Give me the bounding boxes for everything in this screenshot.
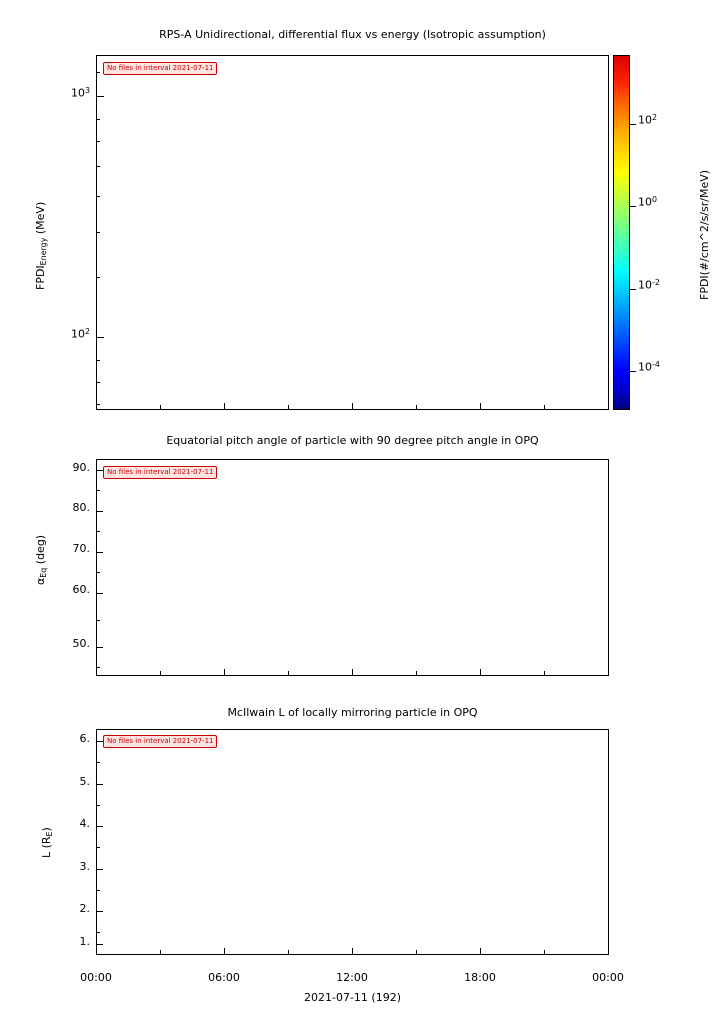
panel-2-ytick-minor: [96, 490, 100, 491]
colorbar-gradient: [613, 55, 630, 410]
panel-1-ytick-1000-exponent: 3: [84, 86, 90, 95]
panel-3-xtick-mark: [288, 950, 289, 955]
panel-1-xtick-mark: [480, 403, 481, 410]
panel-2-ytick-minor: [96, 667, 100, 668]
panel-3-y-axis-label-main: L (R: [40, 836, 53, 858]
panel-1-ytick-minor: [96, 166, 100, 167]
colorbar-axis-label: [698, 170, 711, 300]
panel-2-ytick-70: 70.: [72, 542, 90, 555]
panel-1-xtick-mark: [288, 405, 289, 410]
panel-1-xtick-mark: [352, 403, 353, 410]
panel-3-y-axis-label-sub: E: [44, 831, 54, 837]
panel-1-ytick-1000: [40, 86, 90, 100]
panel-2-xtick-mark: [160, 671, 161, 676]
colorbar-tick-1e-4-mantissa: 10: [638, 360, 652, 374]
panel-1-y-axis-label-units: (MeV): [34, 201, 47, 238]
panel-3-y-axis-label: [40, 827, 54, 858]
colorbar-tick-1e0-mantissa: 10: [638, 195, 652, 209]
panel-3-ytick-3: 3.: [79, 860, 90, 873]
panel-1-no-files-badge: No files in interval 2021-07-11: [103, 62, 217, 75]
panel-3-ytick-minor: [96, 932, 100, 933]
panel-2-xtick-mark: [288, 671, 289, 676]
panel-2-ytick-minor: [96, 620, 100, 621]
panel-1-y-axis-label-main: FPDI: [34, 265, 47, 290]
panel-3-xtick-mark-0600: [224, 948, 225, 955]
panel-2-ytick-90: 90.: [72, 461, 90, 474]
panel-2-ytick-mark: [96, 552, 103, 553]
panel-3-ytick-1: 1.: [79, 935, 90, 948]
panel-1-ytick-100-exponent: 2: [84, 327, 90, 336]
panel-3-y-axis-label-units: ): [40, 827, 53, 832]
panel-3-ytick-minor: [96, 805, 100, 806]
panel-3-ytick-mark: [96, 784, 103, 785]
panel-1-ytick-minor: [96, 360, 100, 361]
panel-1-xtick-mark: [416, 405, 417, 410]
panel-1-ytick-1000-mantissa: 10: [70, 86, 85, 100]
panel-3-xtick-label-0600: 06:00: [208, 971, 240, 984]
panel-3-plot-area: [96, 729, 609, 955]
panel-2-xtick-mark: [224, 669, 225, 676]
panel-3-ytick-mark: [96, 826, 103, 827]
panel-2-ytick-mark: [96, 647, 103, 648]
panel-1-ytick-minor: [96, 382, 100, 383]
panel-2-y-axis-label-main: α: [34, 577, 47, 585]
panel-1-ytick-minor: [96, 119, 100, 120]
panel-1-ytick-100-mantissa: 10: [70, 327, 85, 341]
panel-3-xtick-mark: [544, 950, 545, 955]
panel-2-ytick-60: 60.: [72, 583, 90, 596]
panel-1-ytick-minor: [96, 72, 100, 73]
panel-1-ytick-minor: [96, 196, 100, 197]
colorbar-tick-1e0-exponent: 0: [652, 195, 658, 204]
panel-3-xtick-label-1800: 18:00: [464, 971, 496, 984]
panel-2-xtick-mark: [480, 669, 481, 676]
panel-1-xtick-mark: [160, 405, 161, 410]
colorbar-tick-1e-2: [638, 278, 660, 292]
panel-2-xtick-mark: [96, 671, 97, 676]
panel-1-ytick-minor: [96, 141, 100, 142]
panel-2-ytick-mark: [96, 511, 103, 512]
panel-1-y-axis-label: [34, 202, 48, 290]
panel-1-xtick-mark: [224, 403, 225, 410]
panel-2-title: Equatorial pitch angle of particle with 90 degree pitch angle in OPQ: [166, 434, 539, 447]
panel-1-title: RPS-A Unidirectional, differential flux vs energy (Isotropic assumption): [159, 28, 546, 41]
panel-3-ytick-mark: [96, 944, 103, 945]
panel-3-xtick-label-0000: 00:00: [80, 971, 112, 984]
panel-2-ytick-mark: [96, 593, 103, 594]
panel-3-ytick-6: 6.: [79, 732, 90, 745]
panel-3-ytick-mark: [96, 911, 103, 912]
panel-3-xtick-mark-0000: [96, 948, 97, 955]
panel-2-ytick-80: 80.: [72, 501, 90, 514]
panel-1-ytick-minor: [96, 277, 100, 278]
panel-1-ytick-minor: [96, 232, 100, 233]
panel-3-ytick-4: 4.: [79, 817, 90, 830]
panel-3-xtick-label-1200: 12:00: [336, 971, 368, 984]
colorbar-tick-mark: [630, 124, 636, 125]
colorbar-tick-1e-4: [638, 360, 660, 374]
panel-2-ytick-minor: [96, 572, 100, 573]
panel-3-ytick-mark: [96, 741, 103, 742]
panel-2-xtick-mark: [416, 671, 417, 676]
panel-3-xtick-label-2400: 00:00: [592, 971, 624, 984]
panel-3-ytick-mark: [96, 869, 103, 870]
panel-1-plot-area: [96, 55, 609, 410]
panel-3-xtick-mark-1200: [352, 948, 353, 955]
colorbar-tick-mark: [630, 371, 636, 372]
panel-3-ytick-minor: [96, 847, 100, 848]
panel-3-ytick-minor: [96, 762, 100, 763]
panel-3-ytick-5: 5.: [79, 775, 90, 788]
colorbar-tick-1e2-exponent: 2: [652, 113, 658, 122]
panel-3-title: McIlwain L of locally mirroring particle in OPQ: [227, 706, 478, 719]
panel-1-ytick-100: [40, 327, 90, 341]
panel-1-xtick-mark: [544, 405, 545, 410]
panel-3-ytick-minor: [96, 890, 100, 891]
colorbar-tick-mark: [630, 206, 636, 207]
colorbar-tick-1e0: [638, 195, 657, 209]
colorbar-tick-1e2: [638, 113, 657, 127]
panel-3-xtick-mark-2400: [608, 948, 609, 955]
panel-1-xtick-mark: [96, 405, 97, 410]
panel-2-ytick-minor: [96, 531, 100, 532]
panel-2-y-axis-label-units: (deg): [34, 534, 47, 568]
colorbar-tick-mark: [630, 289, 636, 290]
panel-2-xtick-mark: [544, 671, 545, 676]
panel-3-no-files-badge: No files in interval 2021-07-11: [103, 735, 217, 748]
panel-1-ytick-mark-100: [96, 337, 104, 338]
colorbar-tick-1e-2-mantissa: 10: [638, 278, 652, 292]
panel-2-y-axis-label-sub: Eq: [38, 567, 48, 578]
colorbar-tick-1e-4-exponent: -4: [652, 360, 660, 369]
colorbar-tick-1e-2-exponent: -2: [652, 278, 660, 287]
panel-1-y-axis-label-sub: Energy: [38, 237, 48, 266]
panel-2-no-files-badge: No files in interval 2021-07-11: [103, 466, 217, 479]
panel-3-x-axis-label: 2021-07-11 (192): [303, 991, 401, 1004]
colorbar-tick-1e2-mantissa: 10: [638, 113, 652, 127]
panel-2-xtick-mark: [608, 669, 609, 676]
panel-2-ytick-50: 50.: [72, 637, 90, 650]
panel-3-xtick-mark-1800: [480, 948, 481, 955]
panel-3-ytick-2: 2.: [79, 902, 90, 915]
panel-2-xtick-mark: [352, 669, 353, 676]
panel-2-ytick-mark: [96, 470, 103, 471]
panel-1-ytick-mark-1000: [96, 96, 104, 97]
colorbar-axis-label-text: FPDI(#/cm^2/s/sr/MeV): [698, 169, 711, 300]
panel-2-plot-area: [96, 459, 609, 676]
panel-3-xtick-mark: [416, 950, 417, 955]
panel-3-xtick-mark: [160, 950, 161, 955]
panel-1-xtick-mark: [608, 403, 609, 410]
